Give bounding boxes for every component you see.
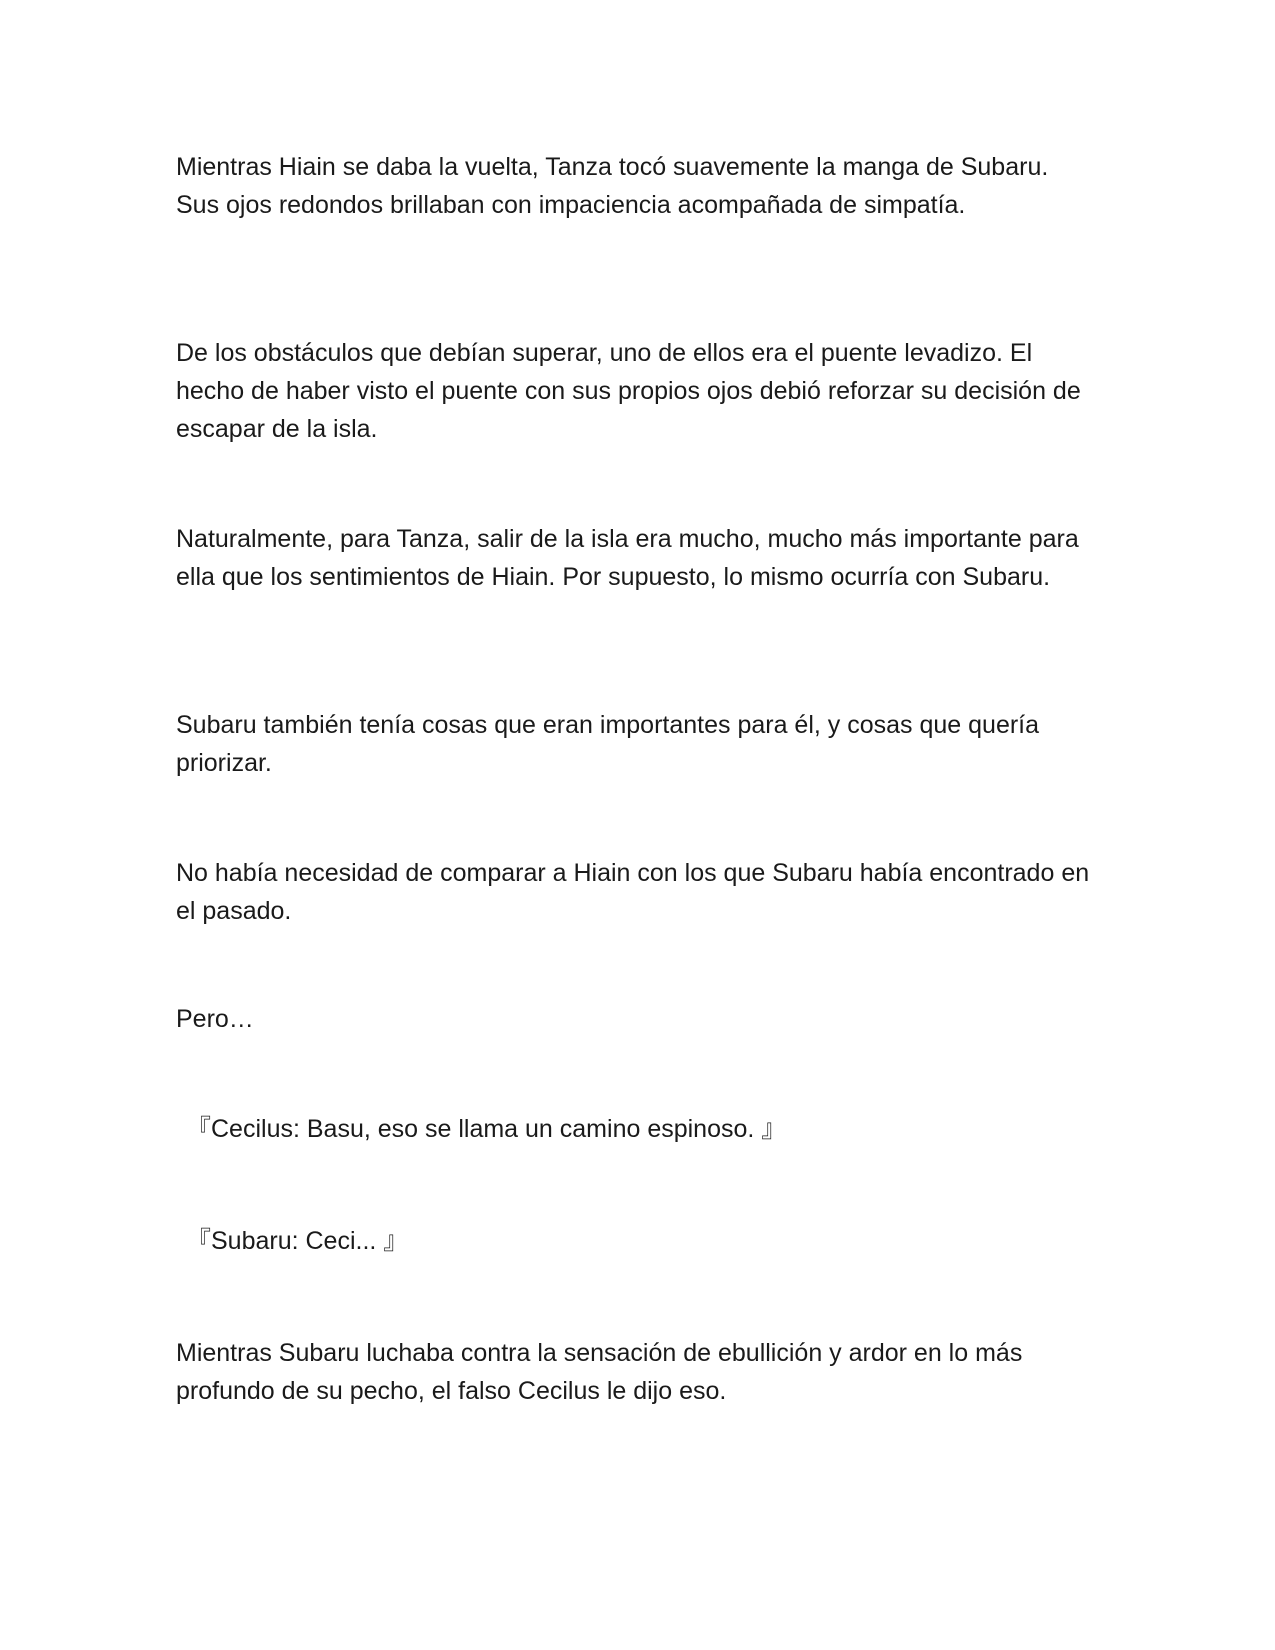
paragraph-7: Mientras Subaru luchaba contra la sensación de ebullición y ardor en lo más profundo de su pecho, el falso Cecilus le dijo eso. bbox=[176, 1339, 1023, 1405]
dialogue-cecilus: 『Cecilus: Basu, eso se llama un camino espinoso. 』 bbox=[186, 1115, 787, 1143]
paragraph-6: Pero… bbox=[176, 1005, 254, 1033]
paragraph-4: Subaru también tenía cosas que eran importantes para él, y cosas que quería priorizar. bbox=[176, 711, 1040, 777]
paragraph-1: Mientras Hiain se daba la vuelta, Tanza tocó suavemente la manga de Subaru. Sus ojos redondos brillaban con impaciencia acompañada de simpatía. bbox=[176, 153, 1049, 219]
dialogue-subaru: 『Subaru: Ceci... 』 bbox=[186, 1227, 409, 1255]
paragraph-5: No había necesidad de comparar a Hiain con los que Subaru había encontrado en el pasado. bbox=[176, 859, 1090, 925]
paragraph-2: De los obstáculos que debían superar, uno de ellos era el puente levadizo. El hecho de haber visto el puente con sus propios ojos debió reforzar su decisión de escapar de la isla. bbox=[176, 339, 1081, 443]
paragraph-3: Naturalmente, para Tanza, salir de la isla era mucho, mucho más importante para ella que los sentimientos de Hiain. Por supuesto, lo mismo ocurría con Subaru. bbox=[176, 525, 1079, 591]
